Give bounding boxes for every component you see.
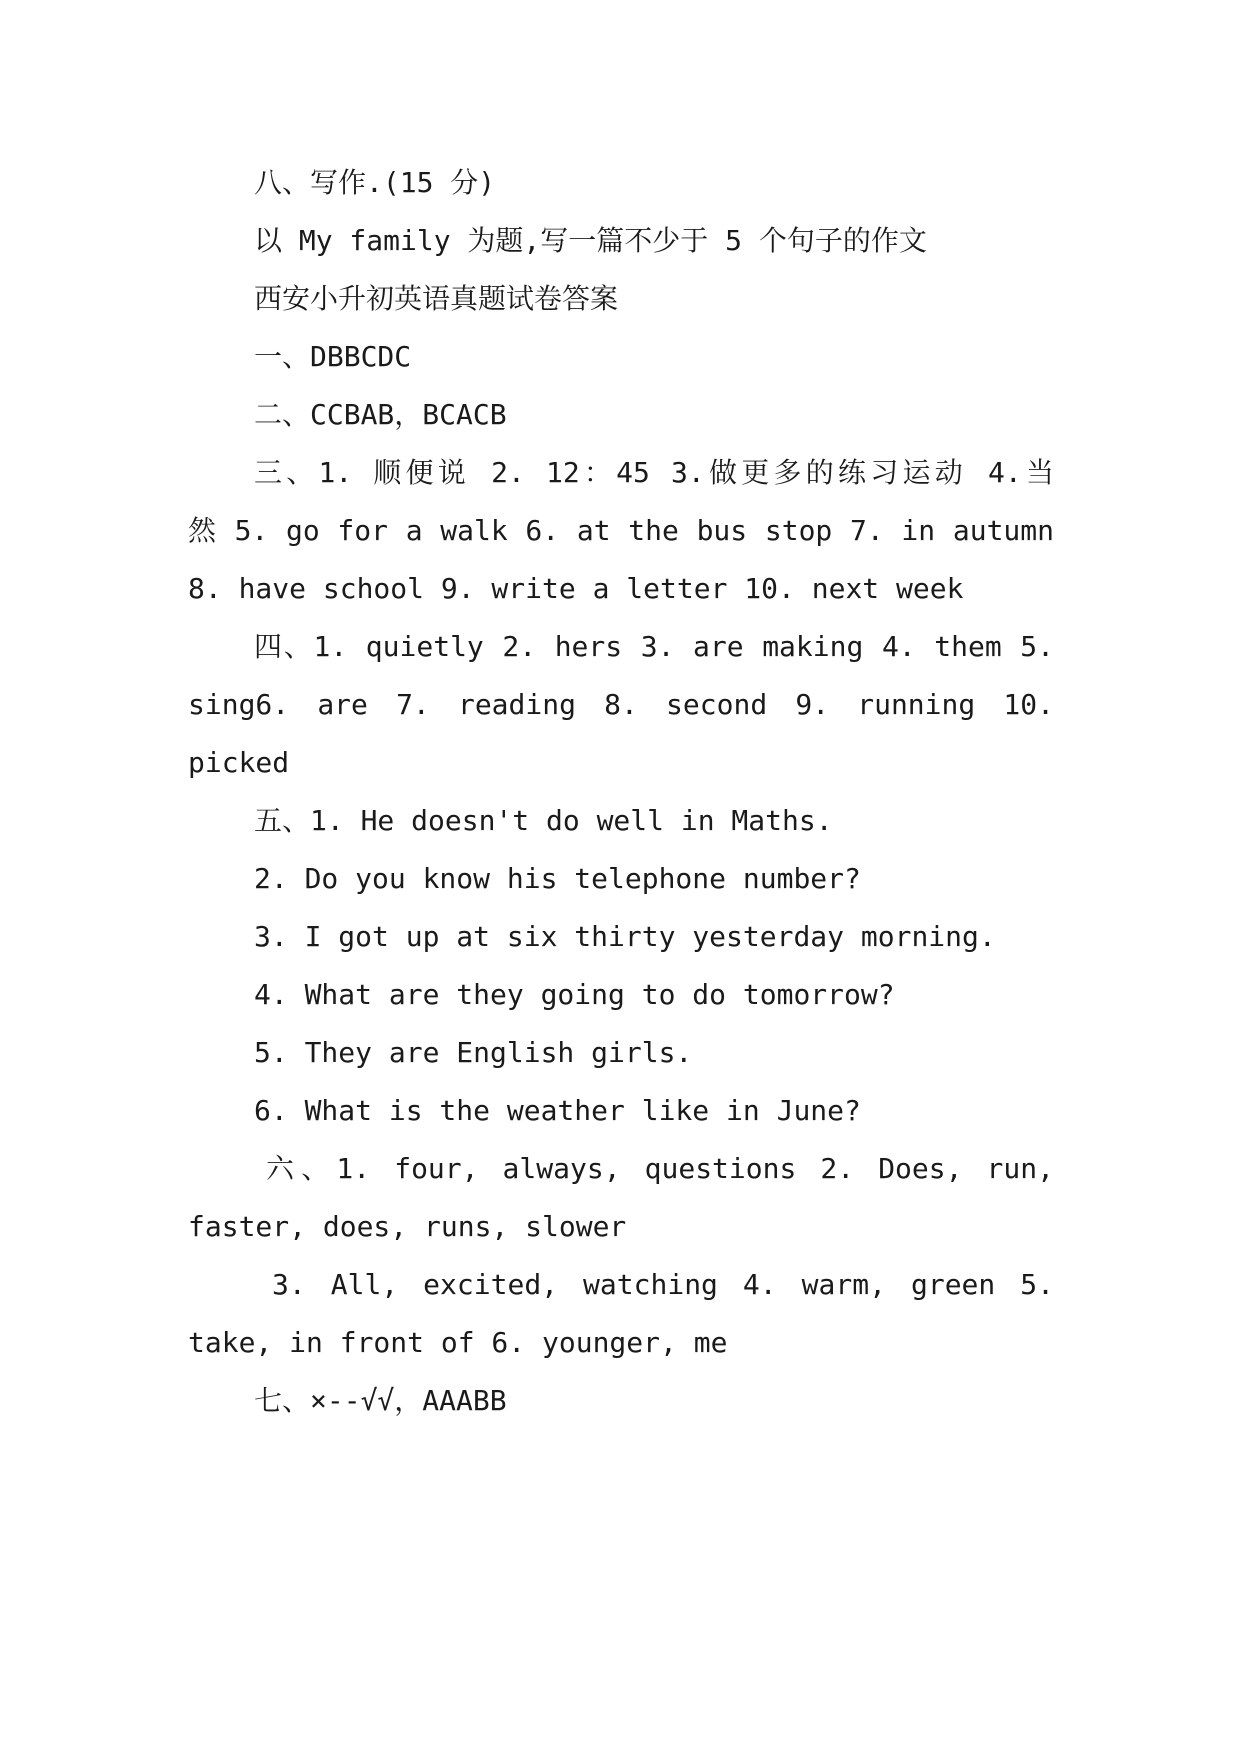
answer-key-title: 西安小升初英语真题试卷答案: [254, 282, 619, 315]
answer-section-6-line-2: faster, does, runs, slower: [188, 1210, 627, 1243]
answer-section-5-item-3: 3. I got up at six thirty yesterday morning.: [254, 920, 996, 953]
answer-section-3-line-3: 8. have school 9. write a letter 10. next week: [188, 572, 964, 605]
answer-section-3-line-1: 三、1. 顺便说 2. 12：45 3.做更多的练习运动 4.当: [254, 456, 1054, 489]
answer-section-6-line-1: 六、1. four, always, questions 2. Does, run,: [266, 1152, 1054, 1185]
answer-section-6-line-4: take, in front of 6. younger, me: [188, 1326, 728, 1359]
answer-section-4-line-1: 四、1. quietly 2. hers 3. are making 4. them 5.: [254, 630, 1054, 663]
answer-section-3-line-2: 然 5. go for a walk 6. at the bus stop 7. in autumn: [188, 514, 1054, 547]
writing-prompt: 以 My family 为题,写一篇不少于 5 个句子的作文: [254, 224, 927, 257]
answer-section-5-item-4: 4. What are they going to do tomorrow?: [254, 978, 895, 1011]
answer-section-7: 七、×--√√，AAABB: [254, 1384, 507, 1417]
answer-section-2: 二、CCBAB，BCACB: [254, 398, 507, 431]
writing-section-heading: 八、写作.(15 分): [254, 166, 496, 199]
answer-section-5-item-6: 6. What is the weather like in June?: [254, 1094, 861, 1127]
answer-section-4-line-2: sing6. are 7. reading 8. second 9. running 10.: [188, 688, 1054, 721]
answer-section-5-item-2: 2. Do you know his telephone number?: [254, 862, 861, 895]
answer-section-1: 一、DBBCDC: [254, 340, 412, 373]
answer-section-5-item-1: 五、1. He doesn't do well in Maths.: [254, 804, 833, 837]
answer-section-6-line-3: 3. All, excited, watching 4. warm, green 5.: [272, 1268, 1054, 1301]
answer-section-5-item-5: 5. They are English girls.: [254, 1036, 693, 1069]
answer-section-4-line-3: picked: [188, 746, 290, 779]
